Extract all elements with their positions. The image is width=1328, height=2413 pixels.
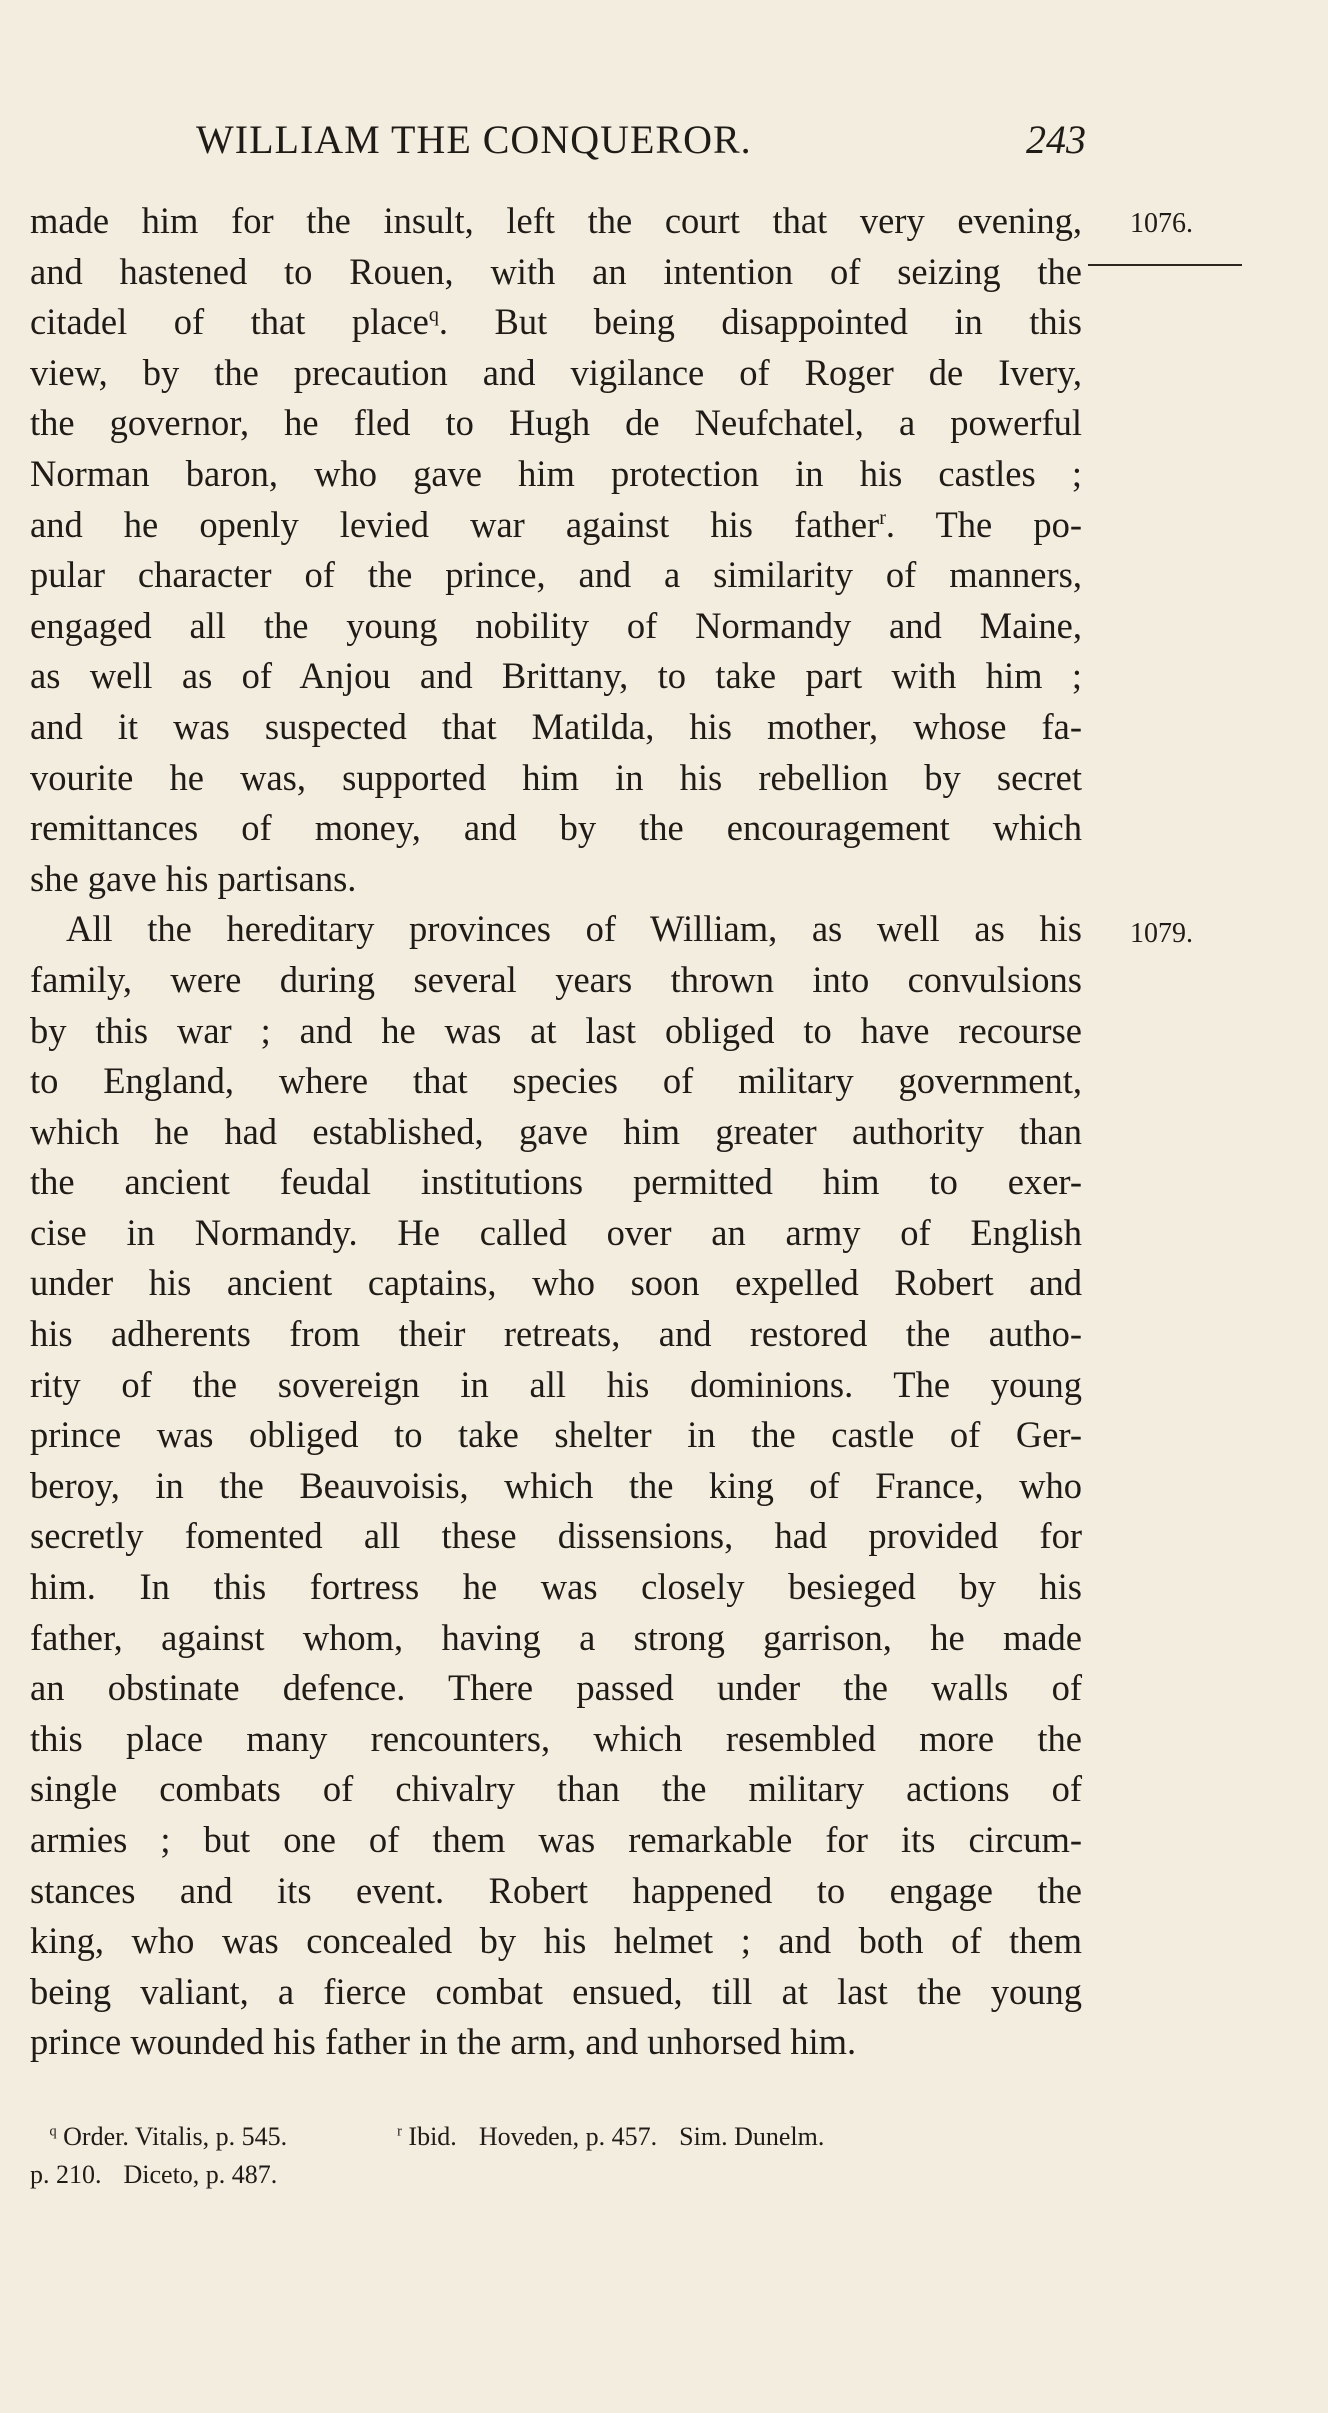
paragraph-start-line: All the hereditary provinces of William, as well as his: [66, 908, 1082, 950]
text-line: this place many rencounters, which resembled more the: [30, 1717, 1082, 1759]
text-line: she gave his partisans.: [30, 857, 357, 899]
text-fragment: citadel of that place: [30, 301, 429, 343]
text-line: vourite he was, supported him in his rebellion by secret: [30, 756, 1082, 798]
footnote-ref-r: r: [879, 506, 886, 529]
running-title: WILLIAM THE CONQUEROR.: [196, 117, 752, 162]
text-line: the governor, he fled to Hugh de Neufchatel, a powerful: [30, 402, 1082, 444]
margin-rule: [1088, 264, 1242, 266]
text-line: being valiant, a fierce combat ensued, till at last the young: [30, 1970, 1082, 2012]
text-line: which he had established, gave him greater authority than: [30, 1110, 1082, 1152]
text-line: pular character of the prince, and a similarity of manners,: [30, 554, 1082, 596]
text-line: prince wounded his father in the arm, and unhorsed him.: [30, 2021, 857, 2063]
text-line: engaged all the young nobility of Normandy and Maine,: [30, 604, 1082, 646]
text-line: father, against whom, having a strong garrison, he made: [30, 1616, 1082, 1658]
text-line: secretly fomented all these dissensions, had provided for: [30, 1515, 1082, 1557]
footnote-r-text: Ibid.: [408, 2122, 457, 2151]
footnote-ref-q: q: [428, 304, 439, 327]
margin-date-1079: 1079.: [1130, 918, 1193, 949]
text-line: view, by the precaution and vigilance of Roger de Ivery,: [30, 351, 1082, 393]
margin-date-1076: 1076.: [1130, 208, 1193, 239]
body-text: [30, 196, 1082, 2068]
footnote-line: [30, 2118, 1090, 2156]
text-line: and hastened to Rouen, with an intention of seizing the: [30, 250, 1082, 292]
text-line: single combats of chivalry than the military actions of: [30, 1768, 1082, 1810]
footnote-r-text: Sim. Dunelm.: [679, 2122, 825, 2151]
text-line: remittances of money, and by the encouragement which: [30, 807, 1082, 849]
footnote-continuation: p. 210.: [30, 2160, 102, 2189]
text-line: by this war ; and he was at last obliged to have recourse: [30, 1009, 1082, 1051]
text-fragment: . But being disappointed in this: [438, 301, 1082, 343]
footnote-continuation: Diceto, p. 487.: [123, 2160, 278, 2189]
text-fragment: and he openly levied war against his father: [30, 503, 880, 545]
text-line: rity of the sovereign in all his dominions. The young: [30, 1363, 1082, 1405]
text-fragment: . The po-: [885, 503, 1082, 545]
text-line: and it was suspected that Matilda, his mother, whose fa-: [30, 705, 1082, 747]
footnote-mark-r: r: [397, 2123, 402, 2140]
text-line: beroy, in the Beauvoisis, which the king of France, who: [30, 1464, 1082, 1506]
text-line: as well as of Anjou and Brittany, to take part with him ;: [30, 655, 1082, 697]
text-line: the ancient feudal institutions permitted him to exer-: [30, 1161, 1082, 1203]
text-line: an obstinate defence. There passed under the walls of: [30, 1667, 1082, 1709]
text-line: under his ancient captains, who soon expelled Robert and: [30, 1262, 1082, 1304]
footnote-r-text: Hoveden, p. 457.: [478, 2122, 658, 2151]
text-line: him. In this fortress he was closely besieged by his: [30, 1566, 1082, 1608]
text-line: Norman baron, who gave him protection in his castles ;: [30, 452, 1082, 494]
text-line: [30, 500, 1082, 551]
text-line: family, were during several years thrown into convulsions: [30, 958, 1082, 1000]
text-line: stances and its event. Robert happened to engage the: [30, 1869, 1082, 1911]
page-number: 243: [1026, 117, 1086, 162]
text-line: his adherents from their retreats, and restored the autho-: [30, 1313, 1082, 1355]
footnotes: [30, 2118, 1090, 2194]
footnote-mark-q: q: [49, 2123, 57, 2140]
footnote-line: [30, 2156, 1090, 2194]
text-line: prince was obliged to take shelter in the castle of Ger-: [30, 1414, 1082, 1456]
text-line: to England, where that species of military government,: [30, 1060, 1082, 1102]
running-head: [196, 116, 1086, 176]
text-line: [30, 297, 1082, 348]
text-line: made him for the insult, left the court that very evening,: [30, 200, 1082, 241]
text-line: cise in Normandy. He called over an army of English: [30, 1211, 1082, 1253]
text-line: king, who was concealed by his helmet ; and both of them: [30, 1920, 1082, 1962]
footnote-q-text: Order. Vitalis, p. 545.: [63, 2122, 288, 2151]
text-line: armies ; but one of them was remarkable for its circum-: [30, 1819, 1082, 1860]
